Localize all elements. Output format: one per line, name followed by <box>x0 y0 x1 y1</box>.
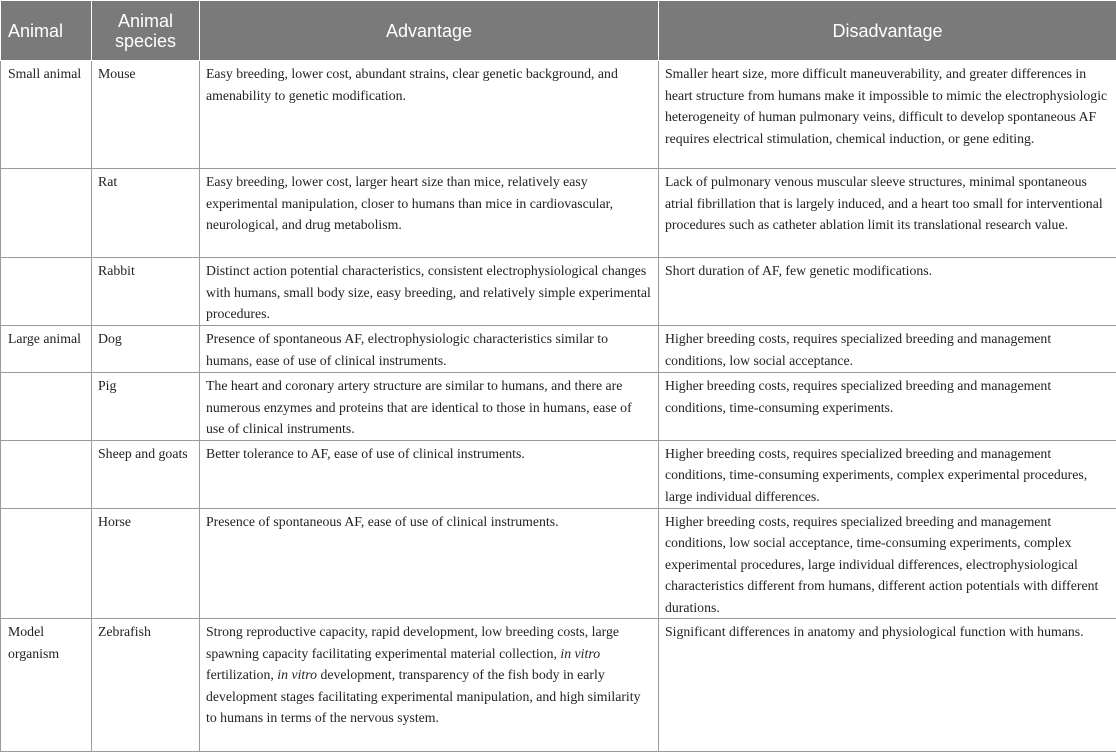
species-cell: Zebrafish <box>92 619 200 752</box>
advantage-text-segment: Strong reproductive capacity, rapid development, low breeding costs, large spawning capacity facilitating experimental material collection, <box>206 624 620 661</box>
advantage-cell: Easy breeding, lower cost, abundant strains, clear genetic background, and amenability to genetic modification. <box>200 61 659 169</box>
table-row <box>1 326 1116 373</box>
header-animal-species <box>92 1 200 61</box>
disadvantage-cell: Higher breeding costs, requires specialized breeding and management conditions, time-consuming experiments, complex experimental procedures, large individual differences. <box>659 440 1116 508</box>
disadvantage-cell: Higher breeding costs, requires specialized breeding and management conditions, time-consuming experiments. <box>659 373 1116 441</box>
species-cell: Rat <box>92 169 200 258</box>
species-cell: Rabbit <box>92 258 200 326</box>
disadvantage-cell: Lack of pulmonary venous muscular sleeve structures, minimal spontaneous atrial fibrillation that is largely induced, and a heart too small for interventional procedures such as catheter ablation limit its translational research value. <box>659 169 1116 258</box>
header-species-line2: species <box>114 30 177 51</box>
advantage-cell <box>200 619 659 752</box>
disadvantage-cell: Smaller heart size, more difficult maneuverability, and greater differences in heart structure from humans make it impossible to mimic the electrophysiologic heterogeneity of human pulmonary veins, difficult to develop spontaneous AF requires electrical stimulation, chemical induction, or gene editing. <box>659 61 1116 169</box>
table-row <box>1 258 1116 326</box>
animal-cell <box>1 508 92 619</box>
advantage-cell: Distinct action potential characteristics, consistent electrophysiological changes with humans, small body size, easy breeding, and relatively simple experimental procedures. <box>200 258 659 326</box>
species-cell: Dog <box>92 326 200 373</box>
animal-cell: Large animal <box>1 326 92 373</box>
animal-cell: Small animal <box>1 61 92 169</box>
animal-cell: Model organism <box>1 619 92 752</box>
table-row <box>1 169 1116 258</box>
species-cell: Pig <box>92 373 200 441</box>
header-row <box>1 1 1116 61</box>
header-advantage: Advantage <box>200 1 659 61</box>
table-row <box>1 373 1116 441</box>
animal-cell <box>1 440 92 508</box>
species-cell: Sheep and goats <box>92 440 200 508</box>
advantage-cell: Better tolerance to AF, ease of use of clinical instruments. <box>200 440 659 508</box>
animal-cell <box>1 169 92 258</box>
advantage-italic-segment: in vitro <box>560 645 601 661</box>
header-animal: Animal <box>1 1 92 61</box>
table-row <box>1 440 1116 508</box>
table-body <box>1 61 1116 752</box>
advantage-cell: Presence of spontaneous AF, electrophysiologic characteristics similar to humans, ease of use of clinical instruments. <box>200 326 659 373</box>
advantage-cell: Easy breeding, lower cost, larger heart size than mice, relatively easy experimental manipulation, closer to humans than mice in cardiovascular, neurological, and drug metabolism. <box>200 169 659 258</box>
header-species-line1: Animal <box>117 10 174 31</box>
disadvantage-cell: Higher breeding costs, requires specialized breeding and management conditions, low social acceptance, time-consuming experiments, complex experimental procedures, large individual differences, electrophysiological characteristics different from humans, different action potentials with different durations. <box>659 508 1116 619</box>
table-row <box>1 508 1116 619</box>
advantage-italic-segment: in vitro <box>277 667 317 682</box>
table-row <box>1 619 1116 752</box>
advantage-text-segment: development, transparency of the fish body in early development stages facilitating experimental manipulation, and high similarity to humans in terms of the nervous system. <box>206 667 641 725</box>
species-cell: Mouse <box>92 61 200 169</box>
species-cell: Horse <box>92 508 200 619</box>
table-row <box>1 61 1116 169</box>
table-header <box>1 1 1116 61</box>
disadvantage-cell: Significant differences in anatomy and physiological function with humans. <box>659 619 1116 752</box>
header-disadvantage: Disadvantage <box>659 1 1116 61</box>
advantage-cell: The heart and coronary artery structure are similar to humans, and there are numerous enzymes and proteins that are identical to those in humans, ease of use of clinical instruments. <box>200 373 659 441</box>
disadvantage-cell: Short duration of AF, few genetic modifications. <box>659 258 1116 326</box>
advantage-text-segment: fertilization, <box>206 667 278 682</box>
animal-cell <box>1 258 92 326</box>
advantage-cell: Presence of spontaneous AF, ease of use of clinical instruments. <box>200 508 659 619</box>
animal-cell <box>1 373 92 441</box>
disadvantage-cell: Higher breeding costs, requires specialized breeding and management conditions, low social acceptance. <box>659 326 1116 373</box>
